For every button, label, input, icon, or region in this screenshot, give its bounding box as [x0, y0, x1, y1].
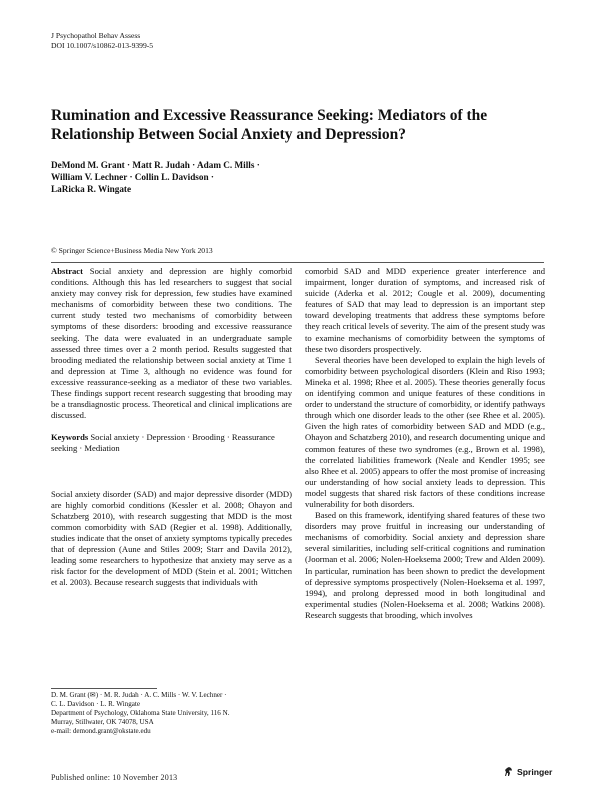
author-line: William V. Lechner · Collin L. Davidson ·: [51, 172, 214, 182]
keywords-label: Keywords: [51, 432, 89, 443]
springer-horse-icon: [503, 766, 514, 777]
intro-paragraph: Social anxiety disorder (SAD) and major depressive disorder (MDD) are highly comorbid conditions (Kessler et al. 2008; Ohayon and Schatzberg 2010), with research suggesting that MDD is the most common comorbidity with SAD (Regier et al. 1998). Additionally, studies indicate that the onset of anxiety symptoms typically precedes that of depression (Aune and Stiles 2009; Starr and Davila 2012), leading some researchers to hypothesize that anxiety may serve as a risk factor for the development of MDD (Stein et al. 2001; Wittchen et al. 2003). Because research suggests that individuals with: [51, 488, 292, 588]
journal-doi: DOI 10.1007/s10862-013-9399-5: [51, 41, 154, 50]
footnote-line: e-mail: demond.grant@okstate.edu: [51, 727, 151, 736]
abstract: [51, 266, 292, 421]
footnote-line: Department of Psychology, Oklahoma State University, 116 N.: [51, 709, 230, 718]
section-divider: [51, 262, 544, 263]
footnote-line: Murray, Stillwater, OK 74078, USA: [51, 718, 154, 727]
footnote-line: C. L. Davidson · L. R. Wingate: [51, 700, 141, 709]
journal-header: [51, 31, 153, 51]
author-list: [51, 159, 260, 195]
right-column: [305, 266, 545, 621]
abstract-text: Social anxiety and depression are highly comorbid conditions. Although this has led researchers to suggest that social anxiety may convey risk for depression, few studies have examined mechanisms of comorbidity between these two conditions. The current study tested two mechanisms of comorbidity between symptoms of these disorders: brooding and excessive reassurance seeking. The data were evaluated in an undergraduate sample assessed three times over a 2 month period. Results suggested that brooding mediated the relationship between social anxiety at Time 1 and depression at Time 3, although no evidence was found for excessive reassurance-seeking as a mediator of these two variables. These findings support recent research suggesting that brooding may be a transdiagnostic process. Theoretical and clinical implications are discussed.: [51, 266, 292, 421]
publisher-logo: [503, 766, 552, 777]
journal-name: J Psychopathol Behav Assess: [51, 31, 141, 40]
keywords: [51, 432, 292, 454]
article-title: Rumination and Excessive Reassurance Seeking: Mediators of the Relationship Between Social Anxiety and Depression?: [51, 107, 488, 143]
publisher-name: Springer: [517, 766, 553, 777]
footnote-line: D. M. Grant (✉) · M. R. Judah · A. C. Mills · W. V. Lechner ·: [51, 691, 227, 699]
body-paragraph: Based on this framework, identifying shared features of these two disorders may prove fruitful in increasing our understanding of mechanisms of comorbidity. Social anxiety and depression share several similarities, including self-critical cognitions and rumination (Joorman et al. 2006; Nolen-Hoeksema 2000; Trew and Alden 2009). In particular, rumination has been shown to predict the development of depressive symptoms prospectively (Nolen-Hoeksema et al. 1997, 1994), and prolong depressed mood in both longitudinal and experimental studies (Nolen-Hoeksema et al. 2008; Watkins 2008). Research suggests that brooding, which involves: [305, 510, 545, 620]
abstract-label: Abstract: [51, 266, 83, 276]
body-paragraph: Several theories have been developed to explain the high levels of comorbidity between psychological disorders (Klein and Riso 1993; Mineka et al. 1998; Rhee et al. 2005). These theories generally focus on identifying common and unique features of these conditions in order to understand the structure of comorbidity, or identify pathways through which one disorder leads to the other (see Rhee et al. 2005). Given the high rates of comorbidity between SAD and MDD (e.g., Ohayon and Schatzberg 2010), and research documenting unique and common features of these two syndromes (e.g., Brown et al. 1998), the correlated liabilities framework (Neale and Kendler 1995; see also Rhee et al. 2005) appears to offer the most promise of increasing our understanding of how social anxiety leads to depression. This model suggests that shared risk factors of these conditions increase vulnerability for both disorders.: [305, 354, 545, 509]
left-column: [51, 266, 292, 588]
body-paragraph: comorbid SAD and MDD experience greater interference and impairment, longer duration of symptoms, and increased risk of suicide (Aderka et al. 2012; Cougle et al. 2009), documenting features of SAD that may lead to depression is an important step toward developing treatments that address these symptoms before they reach critical levels of severity. The aim of the present study was to examine mechanisms of comorbidity between the symptoms of these two disorders prospectively.: [305, 266, 545, 354]
copyright-notice: © Springer Science+Business Media New York 2013: [51, 246, 213, 255]
published-online-date: Published online: 10 November 2013: [51, 773, 178, 782]
author-affiliation-footnote: [51, 691, 281, 736]
footnote-rule: [51, 688, 157, 689]
author-line: LaRicka R. Wingate: [51, 184, 132, 194]
author-line: DeMond M. Grant · Matt R. Judah · Adam C. Mills ·: [51, 160, 260, 170]
keywords-text: Social anxiety · Depression · Brooding · Reassurance seeking · Mediation: [51, 432, 275, 454]
